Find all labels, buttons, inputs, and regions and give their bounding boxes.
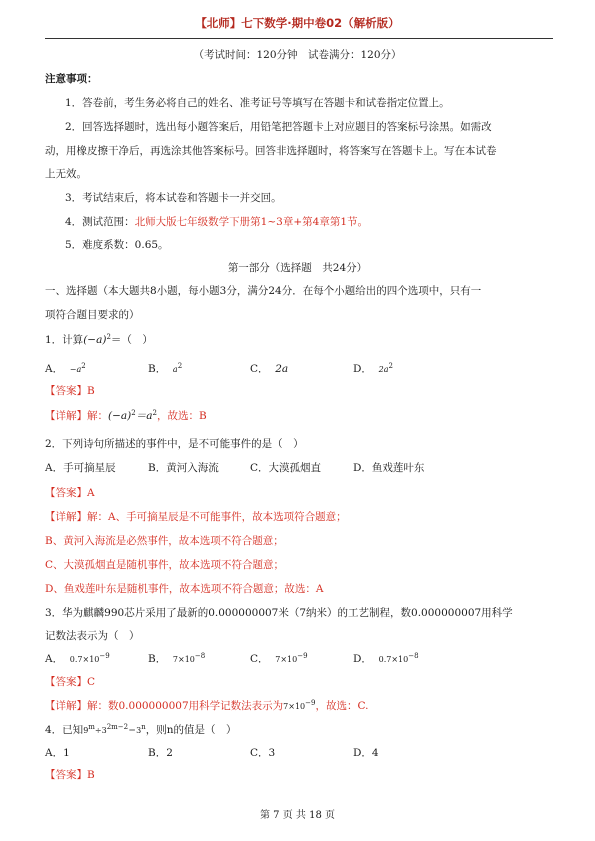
q3-option-c bbox=[250, 651, 308, 666]
section-heading-line-2: 项符合题目要求的） bbox=[45, 309, 140, 321]
detail-suffix: ，故选：B bbox=[156, 410, 207, 422]
option-exp: −9 bbox=[297, 652, 308, 660]
detail-prefix: 解：数0.000000007用科学记数法表示为 bbox=[87, 700, 284, 712]
q4-mid: ÷3 bbox=[94, 726, 107, 735]
option-exp: −8 bbox=[194, 652, 206, 660]
q1-stem-exp: 2 bbox=[106, 333, 111, 341]
option-exp: −8 bbox=[408, 652, 419, 660]
option-exp: 2 bbox=[177, 362, 183, 370]
notice-item-5: 5．难度系数：0.65。 bbox=[65, 239, 169, 251]
notice-item-3: 3．考试结束后，将本试卷和答题卡一并交回。 bbox=[65, 192, 282, 204]
q4-exp-3: n bbox=[141, 723, 146, 731]
q4-stem-prefix: 4．已知 bbox=[45, 724, 84, 736]
detail-mid: ＝a bbox=[135, 410, 153, 422]
option-label: D． bbox=[353, 653, 372, 665]
q1-option-b bbox=[148, 361, 182, 376]
option-exp: 2 bbox=[388, 362, 393, 370]
q1-stem-expr: (−a) bbox=[83, 334, 107, 346]
option-exp: −9 bbox=[99, 652, 110, 660]
header-rule bbox=[45, 38, 553, 39]
option-label: B． bbox=[148, 363, 167, 375]
q4-stem-suffix: ，则n的值是（ ） bbox=[145, 724, 237, 736]
notice-heading: 注意事项： bbox=[45, 73, 98, 85]
exam-info: （考试时间：120分钟 试卷满分：120分） bbox=[193, 49, 402, 61]
answer-tag: 【答案】 bbox=[45, 676, 87, 688]
q2-detail-line-3: C、大漠孤烟直是随机事件，故本选项不符合题意； bbox=[45, 559, 285, 571]
option-label: A． bbox=[45, 363, 64, 375]
q2-option-d: D．鱼戏莲叶东 bbox=[353, 462, 425, 474]
q1-option-c bbox=[250, 361, 288, 376]
option-label: B． bbox=[148, 653, 167, 665]
detail-exp-2: 2 bbox=[152, 409, 157, 417]
part-title: 第一部分（选择题 共24分） bbox=[227, 262, 368, 274]
q4-option-a: A．1 bbox=[45, 747, 70, 759]
option-label: A． bbox=[45, 653, 64, 665]
detail-tag: 【详解】 bbox=[45, 511, 87, 523]
detail-text: 解：A、手可摘星辰是不可能事件，故本选项符合题意； bbox=[87, 511, 347, 523]
q4-exp-1: m bbox=[88, 723, 95, 731]
option-label: C． bbox=[250, 653, 269, 665]
notice-item-2-line-3: 上无效。 bbox=[45, 168, 87, 180]
answer-value: C bbox=[87, 676, 96, 688]
option-label: C． bbox=[250, 363, 269, 375]
notice-item-4 bbox=[65, 215, 368, 229]
q2-option-a: A．手可摘星辰 bbox=[45, 462, 116, 474]
detail-exp: −9 bbox=[305, 699, 316, 707]
detail-exp: 2 bbox=[131, 409, 136, 417]
detail-base: 7×10 bbox=[283, 702, 306, 711]
option-base: a bbox=[172, 365, 178, 374]
option-label: D． bbox=[353, 363, 372, 375]
question-3-stem-line-2: 记数法表示为（ ） bbox=[45, 630, 140, 642]
q4-base-1: 9 bbox=[83, 726, 89, 735]
q4-answer bbox=[45, 768, 95, 782]
option-base: 7×10 bbox=[172, 655, 195, 664]
notice-item-1: 1．答卷前，考生务必将自己的姓名、准考证号等填写在答题卡和试卷指定位置上。 bbox=[65, 97, 450, 109]
q3-option-d bbox=[353, 651, 419, 666]
notice-item-2-line-2: 动，用橡皮擦干净后，再选涂其他答案标号。回答非选择题时，将答案写在答题卡上。写在本试卷 bbox=[45, 145, 497, 157]
q1-answer bbox=[45, 384, 95, 398]
detail-expr: (−a) bbox=[108, 410, 132, 422]
q4-exp-2: 2m−2 bbox=[106, 723, 129, 731]
q2-detail-line-1 bbox=[45, 510, 347, 524]
q3-option-a bbox=[45, 651, 110, 666]
detail-prefix: 解： bbox=[87, 410, 108, 422]
q1-stem-prefix: 1．计算 bbox=[45, 334, 84, 346]
document-header-title: 【北师】七下数学·期中卷02（解析版） bbox=[195, 16, 400, 30]
option-base: 7×10 bbox=[275, 655, 298, 664]
option-base: 2a bbox=[275, 363, 289, 375]
q1-detail bbox=[45, 409, 207, 423]
question-4-stem bbox=[45, 723, 237, 738]
page-number: 第 7 页 共 18 页 bbox=[260, 810, 335, 821]
q2-detail-line-2: B、黄河入海流是必然事件，故本选项不符合题意； bbox=[45, 535, 284, 547]
detail-suffix: ，故选：C. bbox=[315, 700, 369, 712]
option-base: 0.7×10 bbox=[378, 655, 409, 664]
test-range: 北师大版七年级数学下册第1~3章+第4章第1节。 bbox=[134, 216, 369, 228]
question-1-stem bbox=[45, 333, 153, 347]
question-3-stem-line-1: 3．华为麒麟990芯片采用了最新的0.000000007米（7纳米）的工艺制程，数0.000000007用科学 bbox=[45, 607, 513, 619]
q3-answer bbox=[45, 675, 95, 689]
q1-option-d bbox=[353, 361, 393, 376]
q2-detail-line-4: D、鱼戏莲叶东是随机事件，故本选项不符合题意；故选：A bbox=[45, 583, 324, 595]
question-2-stem: 2．下列诗句所描述的事件中，是不可能事件的是（ ） bbox=[45, 438, 304, 450]
notice-item-2-line-1: 2．回答选择题时，选出每小题答案后，用铅笔把答题卡上对应题目的答案标号涂黑。如需改 bbox=[65, 121, 492, 133]
option-base: −a bbox=[69, 365, 82, 374]
answer-value: A bbox=[87, 487, 95, 499]
detail-tag: 【详解】 bbox=[45, 700, 87, 712]
answer-tag: 【答案】 bbox=[45, 769, 87, 781]
notice-item-4-prefix: 4．测试范围： bbox=[65, 216, 135, 228]
q1-option-a bbox=[45, 361, 86, 376]
section-heading-line-1: 一、选择题（本大题共8小题，每小题3分，满分24分．在每个小题给出的四个选项中，只有一 bbox=[45, 285, 482, 297]
q4-option-b: B．2 bbox=[148, 747, 173, 759]
q3-option-b bbox=[148, 651, 205, 666]
answer-value: B bbox=[87, 385, 95, 397]
q2-option-c: C．大漠孤烟直 bbox=[250, 462, 322, 474]
answer-value: B bbox=[87, 769, 95, 781]
q1-stem-suffix: ＝（ ） bbox=[110, 334, 153, 346]
answer-tag: 【答案】 bbox=[45, 487, 87, 499]
q4-eq: ＝3 bbox=[128, 726, 142, 735]
option-base: 2a bbox=[378, 365, 389, 374]
option-base: 0.7×10 bbox=[69, 655, 100, 664]
q4-option-d: D．4 bbox=[353, 747, 379, 759]
option-exp: 2 bbox=[81, 362, 86, 370]
q2-option-b: B．黄河入海流 bbox=[148, 462, 219, 474]
q4-option-c: C．3 bbox=[250, 747, 276, 759]
q3-detail bbox=[45, 699, 368, 714]
detail-tag: 【详解】 bbox=[45, 410, 87, 422]
q2-answer bbox=[45, 486, 95, 500]
answer-tag: 【答案】 bbox=[45, 385, 87, 397]
